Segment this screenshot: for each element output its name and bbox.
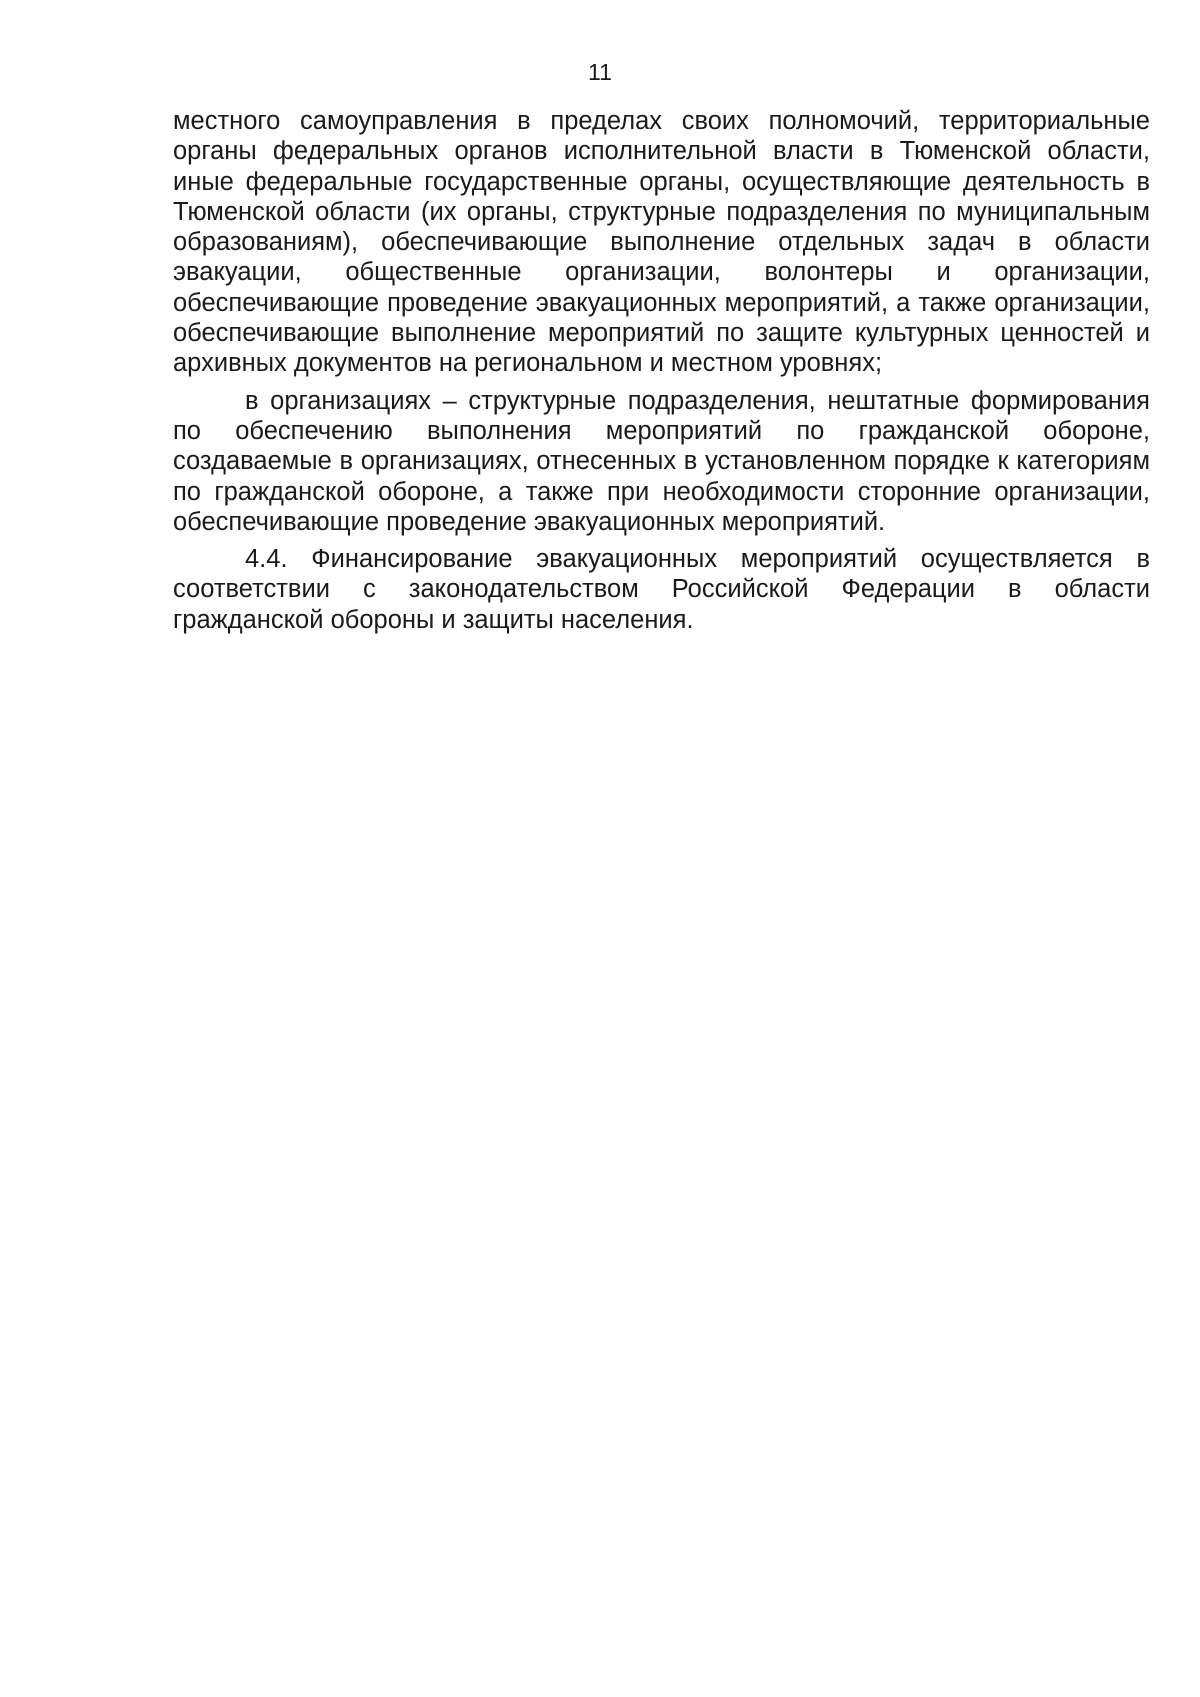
paragraph-organizations: в организациях – структурные подразделения, нештатные формирования по обеспечению выполнения мероприятий по гражданской обороне, создаваемые в организациях, отнесенных в установленном порядке к категориям по гражданской обороне, а также при необходимости сторонние организации, обеспечивающие проведение эвакуационных мероприятий. <box>173 386 1150 536</box>
paragraph-financing: 4.4. Финансирование эвакуационных мероприятий осуществляется в соответствии с законодательством Российской Федерации в области гражданской обороны и защиты населения. <box>173 545 1150 634</box>
page-number: 11 <box>588 59 612 85</box>
document-body <box>173 106 1150 635</box>
paragraph-continuation: местного самоуправления в пределах своих полномочий, территориальные органы федеральных органов исполнительной власти в Тюменской области, иные федеральные государственные органы, осуществляющие деятельность в Тюменской области (их органы, структурные подразделения по муниципальным образованиям), обеспечивающие выполнение отдельных задач в области эвакуации, общественные организации, волонтеры и организации, обеспечивающие проведение эвакуационных мероприятий, а также организации, обеспечивающие выполнение мероприятий по защите культурных ценностей и архивных документов на региональном и местном уровнях; <box>173 107 1150 378</box>
